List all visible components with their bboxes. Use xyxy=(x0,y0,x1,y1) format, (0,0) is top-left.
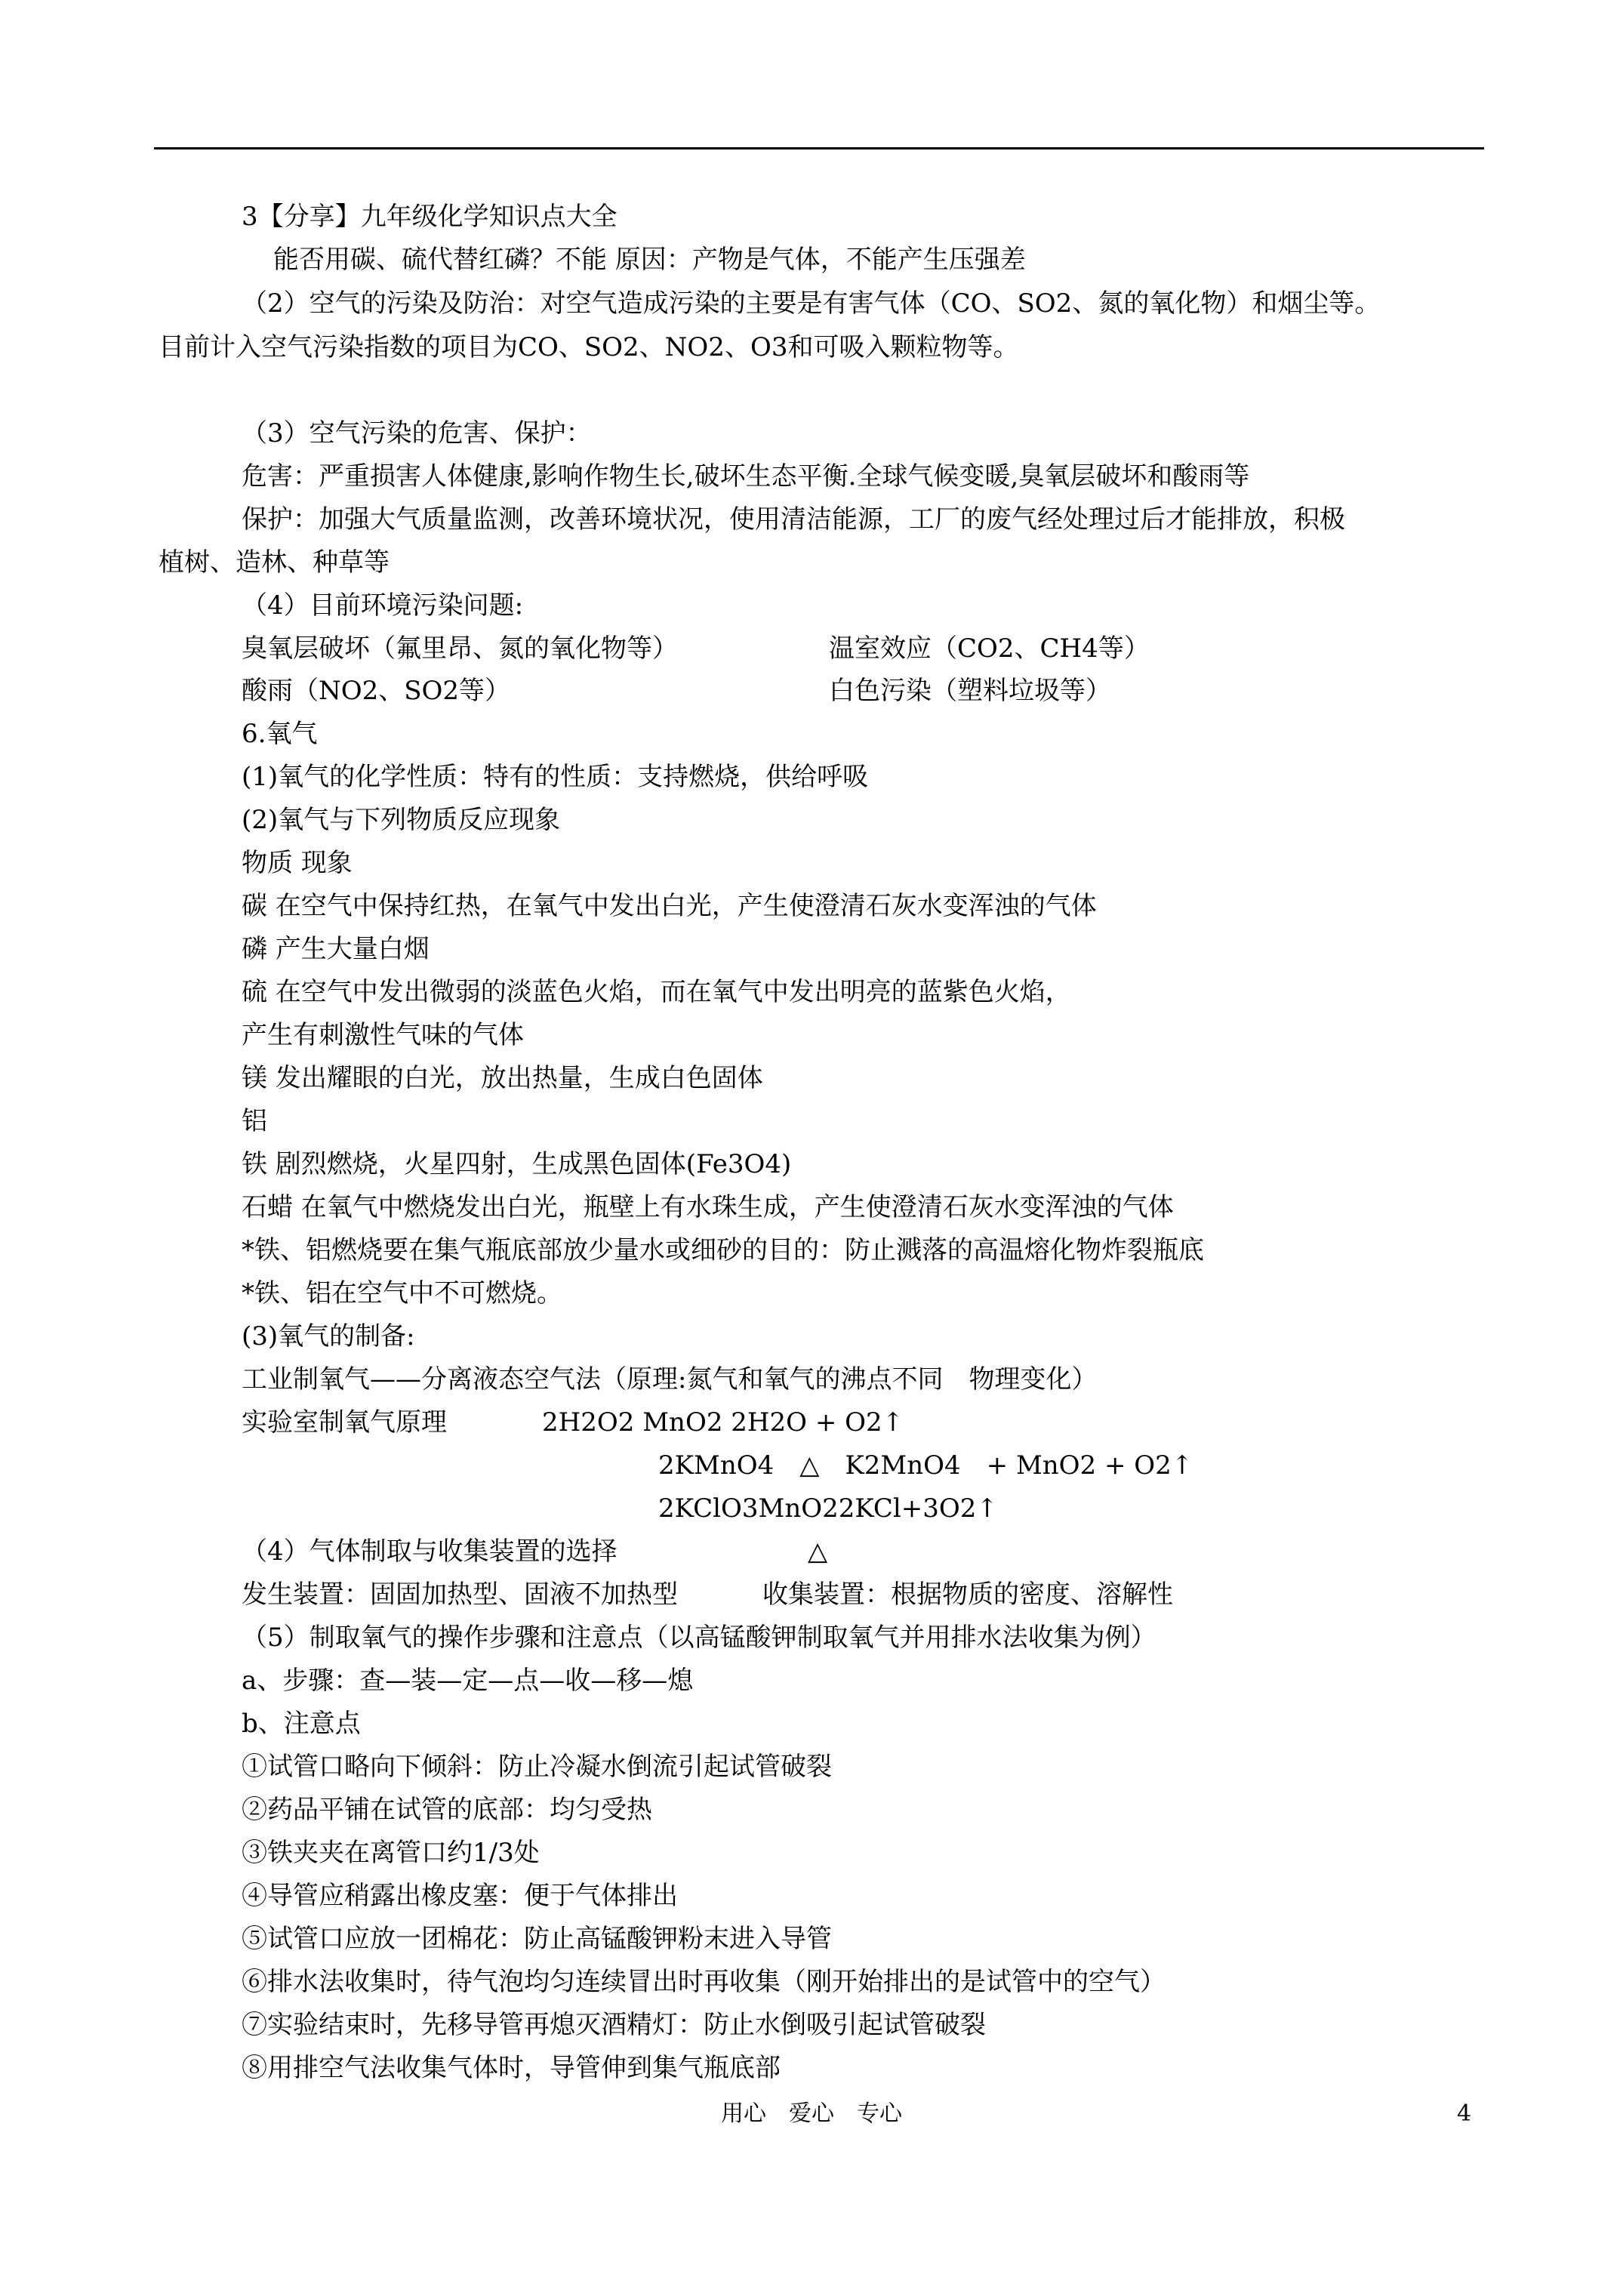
text-line: b、注意点 xyxy=(242,1709,361,1739)
text-line: a、步骤：查—装—定—点—收—移—熄 xyxy=(242,1666,694,1696)
text-line: 石蜡 在氧气中燃烧发出白光，瓶壁上有水珠生成，产生使澄清石灰水变浑浊的气体 xyxy=(242,1192,1174,1222)
text-line: 产生有刺激性气味的气体 xyxy=(242,1020,524,1050)
text-line: 物质 现象 xyxy=(242,848,353,878)
text-line: 铝 xyxy=(242,1106,267,1136)
text-line: 植树、造林、种草等 xyxy=(159,547,390,578)
text-line: *铁、铝在空气中不可燃烧。 xyxy=(242,1278,562,1308)
footer-motto: 用心 爱心 专心 xyxy=(721,2100,902,2127)
text-line: 温室效应（CO2、CH4等） xyxy=(829,633,1150,664)
text-line: 臭氧层破坏（氟里昂、氮的氧化物等） xyxy=(242,633,678,664)
header-rule xyxy=(154,147,1484,149)
doc-title: 3【分享】九年级化学知识点大全 xyxy=(242,202,617,232)
list-item: ①试管口略向下倾斜：防止冷凝水倒流引起试管破裂 xyxy=(242,1752,832,1782)
text-line: （3）空气污染的危害、保护： xyxy=(242,418,592,448)
list-item: ⑦实验结束时，先移导管再熄灭酒精灯：防止水倒吸引起试管破裂 xyxy=(242,2010,986,2040)
equation: 2KMnO4 △ K2MnO4 + MnO2 + O2↑ xyxy=(658,1450,1193,1481)
text-line: 危害：严重损害人体健康,影响作物生长,破坏生态平衡.全球气候变暖,臭氧层破坏和酸雨等 xyxy=(242,461,1250,492)
text-line: 镁 发出耀眼的白光，放出热量，生成白色固体 xyxy=(242,1063,763,1093)
text-line: 收集装置：根据物质的密度、溶解性 xyxy=(762,1579,1173,1610)
text-line: 保护：加强大气质量监测，改善环境状况，使用清洁能源，工厂的废气经处理过后才能排放，积极 xyxy=(242,504,1345,535)
page-number: 4 xyxy=(1457,2100,1472,2127)
text-line: 实验室制氧气原理 xyxy=(242,1407,447,1438)
triangle-symbol: △ xyxy=(808,1536,828,1567)
text-line: 白色污染（塑料垃圾等） xyxy=(829,676,1111,706)
list-item: ②药品平铺在试管的底部：均匀受热 xyxy=(242,1795,652,1825)
list-item: ④导管应稍露出橡皮塞：便于气体排出 xyxy=(242,1881,678,1911)
text-line: 磷 产生大量白烟 xyxy=(242,934,430,964)
list-item: ⑤试管口应放一团棉花：防止高锰酸钾粉末进入导管 xyxy=(242,1924,832,1954)
text-line: 硫 在空气中发出微弱的淡蓝色火焰，而在氧气中发出明亮的蓝紫色火焰， xyxy=(242,977,1071,1007)
text-line: （4）气体制取与收集装置的选择 xyxy=(242,1536,617,1567)
section-heading: 6.氧气 xyxy=(242,719,318,749)
list-item: ③铁夹夹在离管口约1/3处 xyxy=(242,1838,540,1868)
text-line: （4）目前环境污染问题: xyxy=(242,590,524,621)
text-line: 发生装置：固固加热型、固液不加热型 xyxy=(242,1579,678,1610)
text-line: （5）制取氧气的操作步骤和注意点（以高锰酸钾制取氧气并用排水法收集为例） xyxy=(242,1623,1156,1653)
list-item: ⑧用排空气法收集气体时，导管伸到集气瓶底部 xyxy=(242,2053,781,2083)
equation: 2H2O2 MnO2 2H2O + O2↑ xyxy=(542,1407,904,1438)
text-line: 工业制氧气——分离液态空气法（原理:氮气和氧气的沸点不同 物理变化） xyxy=(242,1364,1098,1395)
text-line: (2)氧气与下列物质反应现象 xyxy=(242,805,561,835)
text-line: 碳 在空气中保持红热，在氧气中发出白光，产生使澄清石灰水变浑浊的气体 xyxy=(242,891,1097,921)
equation: 2KClO3MnO22KCl+3O2↑ xyxy=(658,1493,998,1524)
text-line: （2）空气的污染及防治：对空气造成污染的主要是有害气体（CO、SO2、氮的氧化物）和烟尘等。 xyxy=(242,288,1381,319)
list-item: ⑥排水法收集时，待气泡均匀连续冒出时再收集（刚开始排出的是试管中的空气） xyxy=(242,1967,1166,1997)
text-line: *铁、铝燃烧要在集气瓶底部放少量水或细砂的目的：防止溅落的高温熔化物炸裂瓶底 xyxy=(242,1235,1204,1265)
text-line: 能否用碳、硫代替红磷？不能 原因：产物是气体，不能产生压强差 xyxy=(273,245,1026,275)
text-line: 目前计入空气污染指数的项目为CO、SO2、NO2、O3和可吸入颗粒物等。 xyxy=(159,332,1019,362)
text-line: 铁 剧烈燃烧，火星四射，生成黑色固体(Fe3O4) xyxy=(242,1149,792,1179)
text-line: (3)氧气的制备: xyxy=(242,1321,415,1351)
text-line: (1)氧气的化学性质：特有的性质：支持燃烧，供给呼吸 xyxy=(242,762,869,792)
text-line: 酸雨（NO2、SO2等） xyxy=(242,676,511,706)
